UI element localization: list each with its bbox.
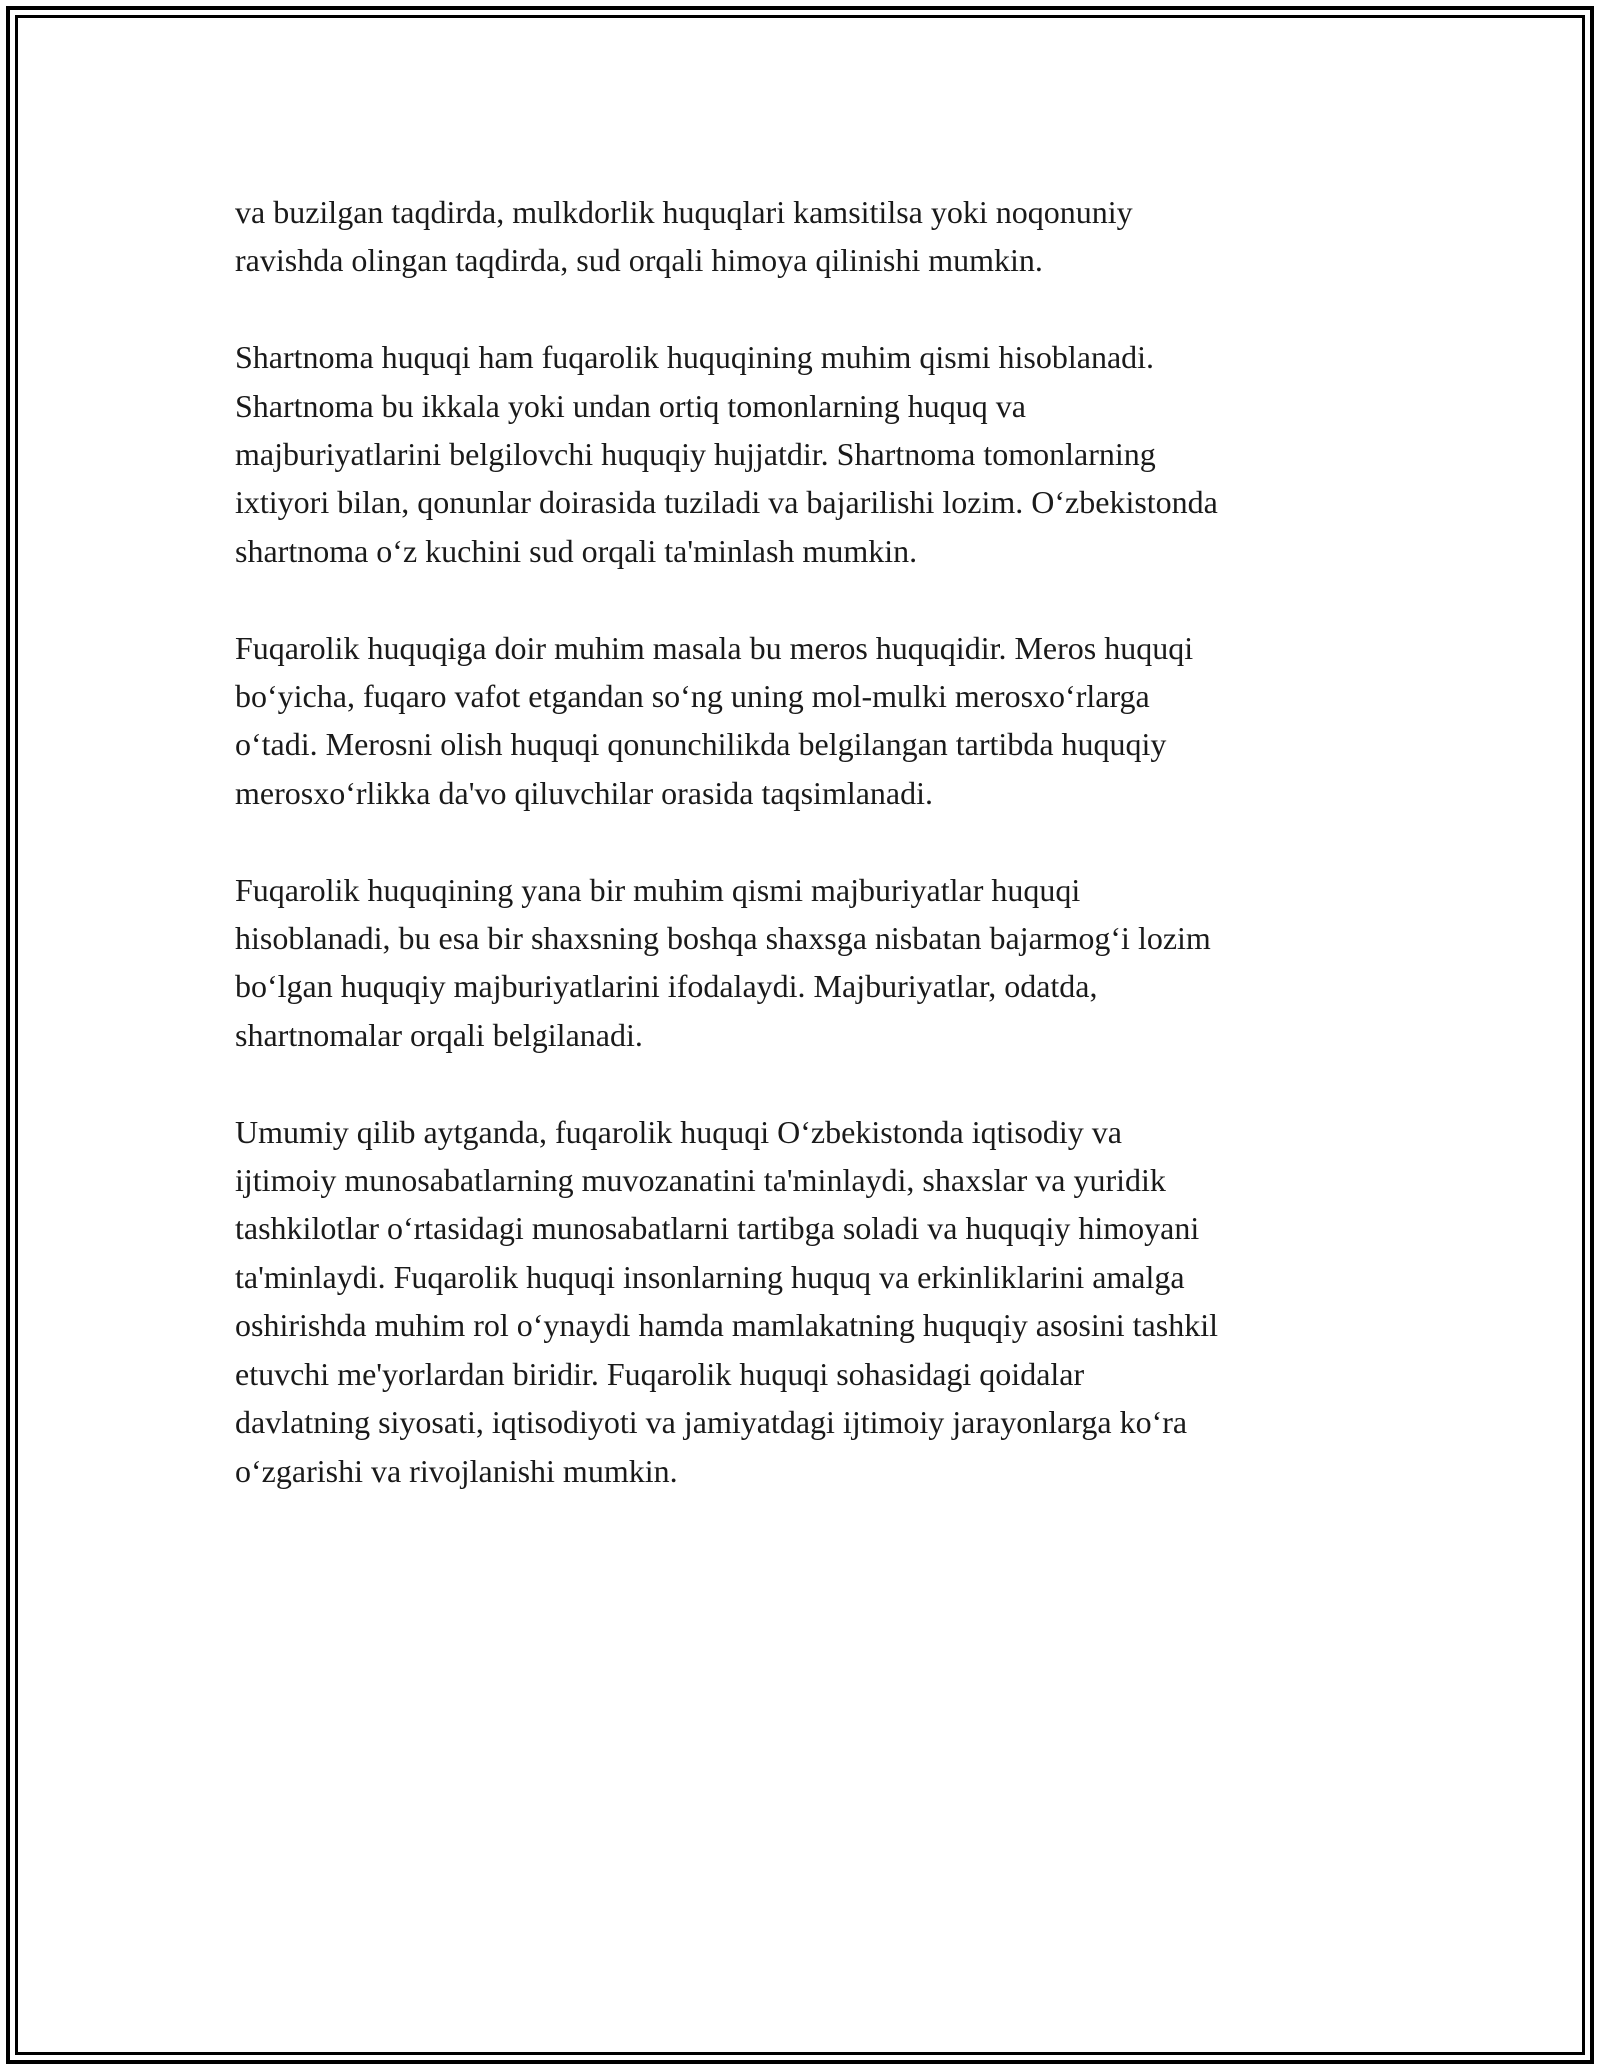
paragraph-4: Fuqarolik huquqining yana bir muhim qismi majburiyatlar huquqi hisoblanadi, bu esa bir shaxsning boshqa shaxsga nisbatan bajarmog‘i lozim bo‘lgan huquqiy majburiyatlarini ifodalaydi. Majburiyatlar, odatda, shartnomalar orqali belgilanadi. — [235, 871, 1211, 1053]
paragraph-3: Fuqarolik huquqiga doir muhim masala bu meros huquqidir. Meros huquqi bo‘yicha, fuqaro vafot etgandan so‘ng uning mol-mulki merosxo‘rlarga o‘tadi. Merosni olish huquqi qonunchilikda belgilangan tartibda huquqiy merosxo‘rlikka da'vo qiluvchilar orasida taqsimlanadi. — [235, 629, 1194, 811]
paragraph-2: Shartnoma huquqi ham fuqarolik huquqining muhim qismi hisoblanadi. Shartnoma bu ikkala yoki undan ortiq tomonlarning huquq va majburiyatlarini belgilovchi huquqiy hujjatdir. Shartnoma tomonlarning ixtiyori bilan, qonunlar doirasida tuziladi va bajarilishi lozim. O‘zbekistonda shartnoma o‘z kuchini sud orqali ta'minlash mumkin. — [235, 339, 1218, 569]
paragraph-5: Umumiy qilib aytganda, fuqarolik huquqi O‘zbekistonda iqtisodiy va ijtimoiy munosabatlarning muvozanatini ta'minlaydi, shaxslar va yuridik tashkilotlar o‘rtasidagi munosabatlarni tartibga soladi va huquqiy himoyani ta'minlaydi. Fuqarolik huquqi insonlarning huquq va erkinliklarini amalga oshirishda muhim rol o‘ynaydi hamda mamlakatning huquqiy asosini tashkil etuvchi me'yorlardan biridir. Fuqarolik huquqi sohasidagi qoidalar davlatning siyosati, iqtisodiyoti va jamiyatdagi ijtimoiy jarayonlarga ko‘ra o‘zgarishi va rivojlanishi mumkin. — [235, 1113, 1218, 1489]
paragraph-1: va buzilgan taqdirda, mulkdorlik huquqlari kamsitilsa yoki noqonuniy ravishda olingan taqdirda, sud orqali himoya qilinishi mumkin. — [235, 194, 1133, 279]
document-body — [235, 188, 1375, 1495]
